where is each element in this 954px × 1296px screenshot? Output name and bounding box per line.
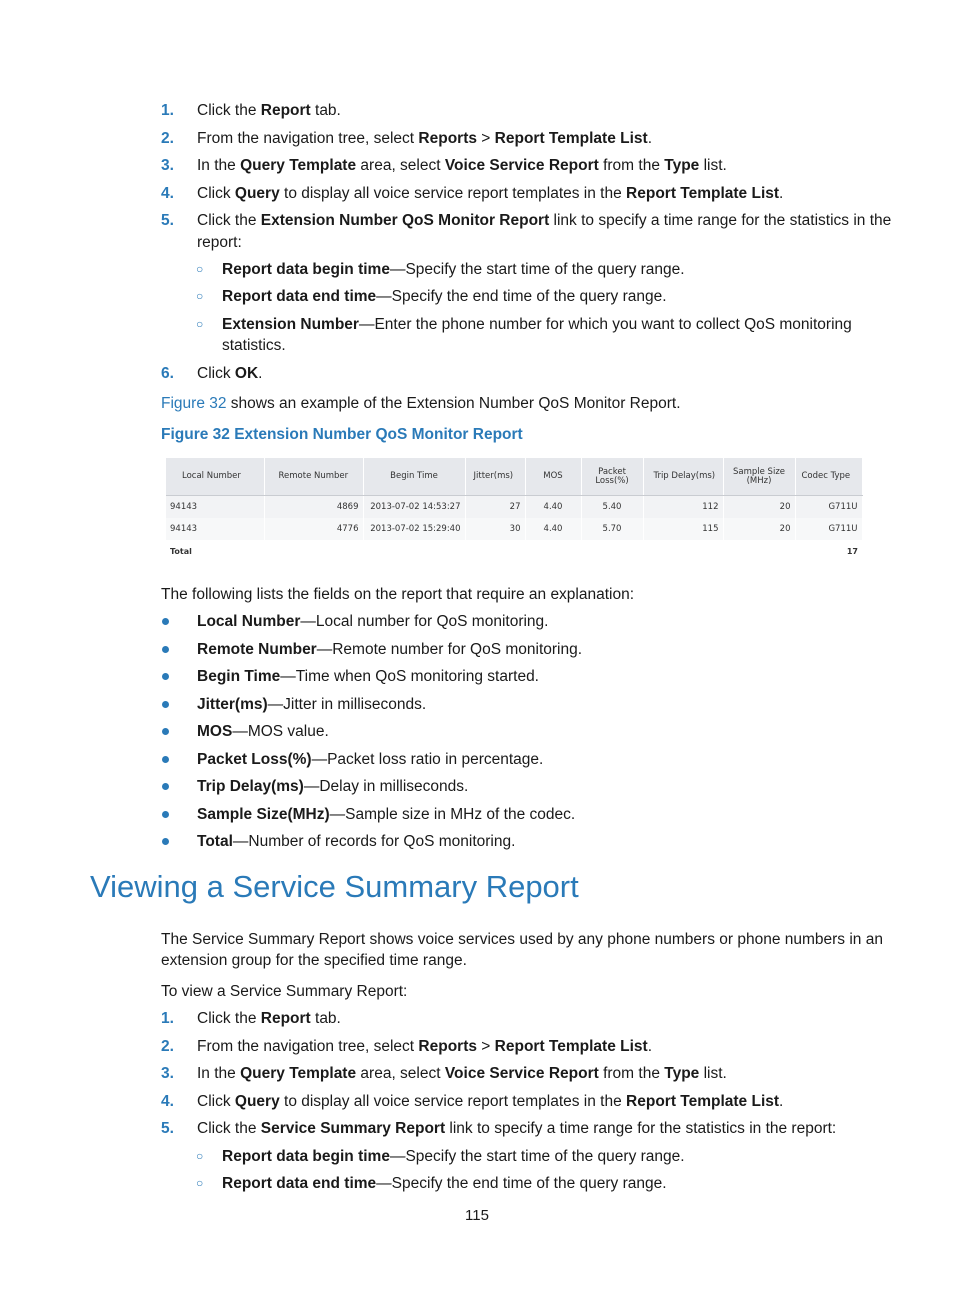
bold-term: OK (234, 365, 259, 382)
text-run: . (647, 130, 652, 147)
total-row (166, 540, 862, 562)
sample-size-cell: 20 (723, 496, 795, 519)
text-run: list. (699, 1065, 727, 1082)
step-number: 5. (161, 212, 174, 229)
bold-term: Extension Number QoS Monitor Report (260, 212, 550, 229)
begin-time-cell: 2013-07-02 14:53:27 (363, 496, 465, 519)
text-run: Click the (197, 102, 261, 119)
figure-reference (161, 393, 681, 414)
step-text-continued: report: (197, 234, 242, 251)
step-number: 2. (161, 130, 174, 147)
step-number: 4. (161, 185, 174, 202)
text-run: In the (197, 157, 241, 174)
total-value: 17 (846, 546, 858, 556)
step-number: 6. (161, 365, 174, 382)
text-run: In the (197, 1065, 241, 1082)
qos-monitor-report-table (166, 458, 862, 562)
sub-item (222, 314, 852, 335)
text-run: link to specify a time range for the statistics in the report: (445, 1120, 837, 1137)
bold-term: Voice Service Report (444, 1065, 599, 1082)
bullet-icon (162, 811, 169, 818)
step-number: 3. (161, 1065, 174, 1082)
text-run: —Specify the start time of the query range. (389, 261, 685, 278)
figure-caption: Figure 32 Extension Number QoS Monitor Report (161, 426, 523, 443)
text-run: Click the (197, 1010, 261, 1027)
column-header[interactable]: Begin Time (363, 458, 465, 496)
trip-delay-cell: 112 (643, 496, 723, 519)
jitter-cell: 30 (465, 518, 525, 540)
bold-term: Report data begin time (222, 261, 390, 278)
trip-delay-cell: 115 (643, 518, 723, 540)
text-run: list. (699, 157, 727, 174)
paragraph-line: extension group for the specified time range. (161, 952, 467, 969)
text-run: area, select (356, 157, 445, 174)
bold-term: Report Template List (626, 185, 780, 202)
text-run: . (647, 1038, 652, 1055)
column-header[interactable]: Codec Type (795, 458, 862, 496)
section-heading: Viewing a Service Summary Report (90, 869, 579, 904)
text-run: From the navigation tree, select (197, 1038, 419, 1055)
text-run: Click the (197, 1120, 261, 1137)
column-header[interactable]: Remote Number (264, 458, 363, 496)
circle-bullet-icon: ○ (196, 262, 204, 276)
sample-size-cell: 20 (723, 518, 795, 540)
figure-reference-text: shows an example of the Extension Number QoS Monitor Report. (226, 395, 681, 412)
bold-term: Query (234, 1093, 280, 1110)
step-text (197, 128, 652, 149)
bullet-icon (162, 783, 169, 790)
text-run: area, select (356, 1065, 445, 1082)
bullet-icon (162, 618, 169, 625)
fields-intro: The following lists the fields on the report that require an explanation: (161, 586, 635, 603)
paragraph: To view a Service Summary Report: (161, 983, 408, 1000)
step-text (197, 1063, 727, 1084)
bullet-icon (162, 728, 169, 735)
codec-type-cell: G711U (795, 518, 862, 540)
list-item: Sample Size(MHz)—Sample size in MHz of the codec. (197, 806, 576, 823)
step-number: 4. (161, 1093, 174, 1110)
bullet-icon (162, 673, 169, 680)
circle-bullet-icon: ○ (196, 1176, 204, 1190)
bold-term: Report (260, 102, 311, 119)
column-header[interactable]: Local Number (166, 458, 264, 496)
column-header[interactable]: Trip Delay(ms) (643, 458, 723, 496)
step-number: 3. (161, 157, 174, 174)
step-number: 1. (161, 1010, 174, 1027)
codec-type-cell: G711U (795, 496, 862, 519)
remote-number-cell: 4869 (264, 496, 363, 519)
bold-term: Type (664, 157, 700, 174)
step-number: 2. (161, 1038, 174, 1055)
text-run: —Specify the end time of the query range. (376, 288, 667, 305)
bold-term: Report data end time (222, 1175, 377, 1192)
bullet-icon (162, 646, 169, 653)
text-run: link to specify a time range for the statistics in the (549, 212, 892, 229)
bold-term: Report Template List (494, 1038, 648, 1055)
column-header[interactable]: Jitter(ms) (465, 458, 525, 496)
text-run: > (477, 130, 495, 147)
text-run: to display all voice service report templates in the (279, 185, 627, 202)
bold-term: Report Template List (626, 1093, 780, 1110)
bold-term: Reports (418, 1038, 477, 1055)
bold-term: Query Template (240, 157, 357, 174)
sub-item (222, 1146, 685, 1167)
step-text (197, 183, 783, 204)
local-number-cell: 94143 (166, 518, 264, 540)
step-text (197, 100, 341, 121)
text-run: . (779, 1093, 784, 1110)
list-item: Local Number—Local number for QoS monitoring. (197, 613, 549, 630)
text-run: Click (197, 185, 235, 202)
bold-term: Query Template (240, 1065, 357, 1082)
mos-cell: 4.40 (525, 518, 581, 540)
step-text (197, 363, 262, 384)
step-number: 5. (161, 1120, 174, 1137)
bold-term: Reports (418, 130, 477, 147)
sub-item (222, 286, 667, 307)
begin-time-cell: 2013-07-02 15:29:40 (363, 518, 465, 540)
bold-term: Report (260, 1010, 311, 1027)
list-item: Trip Delay(ms)—Delay in milliseconds. (197, 778, 469, 795)
list-item: Total—Number of records for QoS monitoring. (197, 833, 516, 850)
step-text (197, 1091, 783, 1112)
step-text (197, 1118, 836, 1139)
text-run: tab. (310, 102, 341, 119)
bullet-icon (162, 838, 169, 845)
list-item: Begin Time—Time when QoS monitoring started. (197, 668, 539, 685)
report-header-row (166, 458, 862, 496)
text-run: Click (197, 1093, 235, 1110)
step-text (197, 1008, 341, 1029)
list-item: Packet Loss(%)—Packet loss ratio in percentage. (197, 751, 544, 768)
circle-bullet-icon: ○ (196, 317, 204, 331)
table-row (166, 518, 862, 540)
column-header[interactable]: Sample Size (MHz) (723, 458, 795, 496)
local-number-cell: 94143 (166, 496, 264, 519)
list-item: Remote Number—Remote number for QoS monitoring. (197, 641, 583, 658)
text-run: —Specify the start time of the query range. (389, 1148, 685, 1165)
text-run: tab. (310, 1010, 341, 1027)
text-run: From the navigation tree, select (197, 130, 419, 147)
figure-link[interactable]: Figure 32 (161, 395, 227, 412)
text-run: Click (197, 365, 235, 382)
sub-item (222, 1173, 667, 1194)
jitter-cell: 27 (465, 496, 525, 519)
step-text (197, 155, 727, 176)
sub-item-continued: statistics. (222, 337, 286, 354)
paragraph-line: The Service Summary Report shows voice services used by any phone numbers or phone numbers in an (161, 931, 883, 948)
step-number: 1. (161, 102, 174, 119)
text-run: —Enter the phone number for which you want to collect QoS monitoring (358, 316, 852, 333)
column-header[interactable]: MOS (525, 458, 581, 496)
bold-term: Report data begin time (222, 1148, 390, 1165)
text-run: —Specify the end time of the query range. (376, 1175, 667, 1192)
bold-term: Type (664, 1065, 700, 1082)
sub-item (222, 259, 685, 280)
list-item: Jitter(ms)—Jitter in milliseconds. (197, 696, 427, 713)
remote-number-cell: 4776 (264, 518, 363, 540)
packet-loss-cell: 5.70 (581, 518, 643, 540)
text-run: from the (598, 1065, 665, 1082)
step-text (197, 210, 891, 231)
total-label: Total (170, 546, 192, 556)
bold-term: Report Template List (494, 130, 648, 147)
circle-bullet-icon: ○ (196, 1149, 204, 1163)
bold-term: Service Summary Report (260, 1120, 446, 1137)
bullet-icon (162, 701, 169, 708)
list-item: MOS—MOS value. (197, 723, 329, 740)
text-run: . (258, 365, 263, 382)
mos-cell: 4.40 (525, 496, 581, 519)
table-row (166, 496, 862, 519)
step-text (197, 1036, 652, 1057)
text-run: > (477, 1038, 495, 1055)
bullet-icon (162, 756, 169, 763)
text-run: Click the (197, 212, 261, 229)
bold-term: Report data end time (222, 288, 377, 305)
packet-loss-cell: 5.40 (581, 496, 643, 519)
text-run: to display all voice service report templates in the (279, 1093, 627, 1110)
page-number: 115 (465, 1207, 489, 1224)
bold-term: Query (234, 185, 280, 202)
text-run: from the (598, 157, 665, 174)
bold-term: Extension Number (222, 316, 359, 333)
text-run: . (779, 185, 784, 202)
bold-term: Voice Service Report (444, 157, 599, 174)
circle-bullet-icon: ○ (196, 289, 204, 303)
column-header[interactable]: Packet Loss(%) (581, 458, 643, 496)
